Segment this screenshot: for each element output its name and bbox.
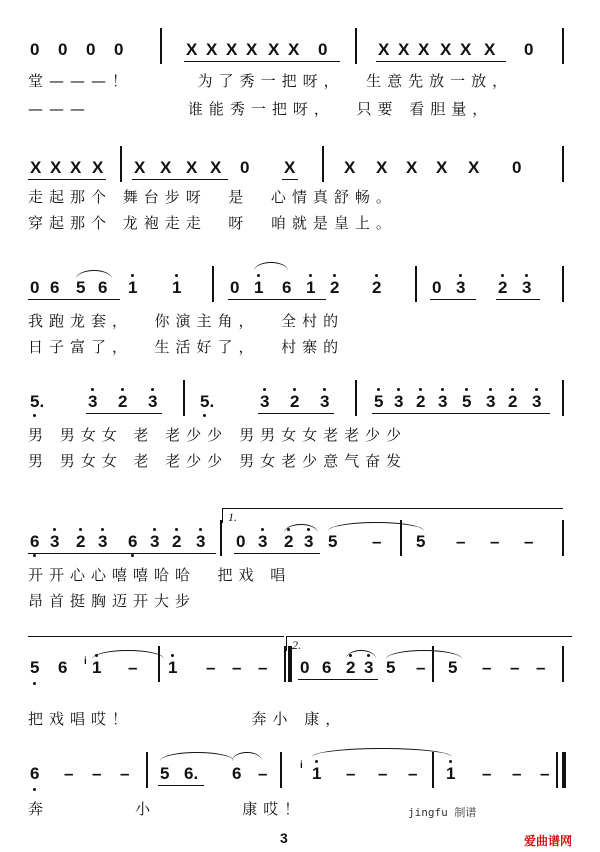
note: 3 xyxy=(258,532,268,551)
octave-dot-high xyxy=(101,528,104,531)
note: 2 xyxy=(290,392,300,411)
note: – xyxy=(258,764,268,783)
lyric-line: 奔 小 康哎！ xyxy=(28,800,306,818)
note: X xyxy=(134,158,146,177)
note: X xyxy=(186,40,198,59)
lyric-line: 开开心心嘻嘻哈哈 把戏 唱 xyxy=(28,566,292,584)
octave-dot-high xyxy=(315,760,318,763)
note: – xyxy=(206,658,216,677)
lyric-line: ——— 谁能秀一把呀， 只要 看胆量， xyxy=(28,100,494,118)
note: 6 xyxy=(128,532,138,551)
note: – xyxy=(482,764,492,783)
note: X xyxy=(344,158,356,177)
note: X xyxy=(92,158,104,177)
note: 3 xyxy=(260,392,270,411)
bar-line xyxy=(562,646,564,682)
note: 5 xyxy=(328,532,338,551)
note: 3 xyxy=(522,278,532,297)
page-number: 3 xyxy=(280,830,288,846)
note: 6 xyxy=(30,764,40,783)
octave-dot-high xyxy=(525,274,528,277)
note: – xyxy=(120,764,130,783)
bar-line xyxy=(562,380,564,416)
note: 5 xyxy=(448,658,458,677)
note: X xyxy=(436,158,448,177)
beam-underline xyxy=(228,299,326,300)
grace-note: i xyxy=(84,656,87,667)
note: 0 xyxy=(432,278,442,297)
octave-dot-low xyxy=(33,554,36,557)
note: 0 xyxy=(30,40,40,59)
note: – xyxy=(64,764,74,783)
note: 2 xyxy=(346,658,356,677)
volta-bracket xyxy=(286,636,563,651)
note: X xyxy=(246,40,258,59)
note: 6 xyxy=(98,278,108,297)
note: X xyxy=(284,158,296,177)
bar-line xyxy=(415,266,417,302)
octave-dot-high xyxy=(175,274,178,277)
note: 3 xyxy=(148,392,158,411)
lyric-line: 男 男女女 老 老少少 男女老少意气奋发 xyxy=(28,452,408,470)
note: – xyxy=(482,658,492,677)
octave-dot-high xyxy=(263,388,266,391)
note: 3 xyxy=(486,392,496,411)
lyric-line: 日子富了， 生活好了， 村寨的 xyxy=(28,338,345,356)
note: 2 xyxy=(508,392,518,411)
slur xyxy=(254,262,288,271)
octave-dot-high xyxy=(333,274,336,277)
octave-dot-high xyxy=(257,274,260,277)
note: 0 xyxy=(300,658,310,677)
beam-underline xyxy=(28,179,106,180)
note: 1 xyxy=(172,278,182,297)
octave-dot-low xyxy=(33,414,36,417)
slur xyxy=(76,270,112,279)
octave-dot-high xyxy=(91,388,94,391)
slur xyxy=(160,752,234,761)
note: X xyxy=(468,158,480,177)
beam-underline xyxy=(86,413,162,414)
octave-dot-high xyxy=(323,388,326,391)
note: X xyxy=(186,158,198,177)
bar-line xyxy=(284,646,286,682)
note: 5 xyxy=(160,764,170,783)
note: 1 xyxy=(306,278,316,297)
bar-line xyxy=(120,146,122,182)
note: X xyxy=(398,40,410,59)
lyric-line: 我跑龙套， 你演主角， 全村的 xyxy=(28,312,345,330)
note: 3 xyxy=(364,658,374,677)
octave-dot-high xyxy=(131,274,134,277)
note: 0 xyxy=(524,40,534,59)
bar-line xyxy=(322,146,324,182)
transcriber-credit: jingfu 制谱 xyxy=(408,806,477,819)
note: X xyxy=(460,40,472,59)
note: 0 xyxy=(240,158,250,177)
note: X xyxy=(160,158,172,177)
note: 1 xyxy=(92,658,102,677)
note: 2 xyxy=(330,278,340,297)
beam-underline xyxy=(158,785,204,786)
slur xyxy=(284,524,318,533)
lyric-line: 穿起那个 龙袍走走 呀 咱就是皇上。 xyxy=(28,214,397,232)
note: 3 xyxy=(320,392,330,411)
note: – xyxy=(536,658,546,677)
octave-dot-high xyxy=(501,274,504,277)
beam-underline xyxy=(28,553,216,554)
note: 6 xyxy=(30,532,40,551)
note: 3 xyxy=(456,278,466,297)
note: 0 xyxy=(236,532,246,551)
octave-dot-high xyxy=(153,528,156,531)
note: 3 xyxy=(150,532,160,551)
note: X xyxy=(418,40,430,59)
note: X xyxy=(70,158,82,177)
note: 6 xyxy=(282,278,292,297)
note: 5. xyxy=(200,392,215,411)
note: 3 xyxy=(88,392,98,411)
octave-dot-high xyxy=(449,760,452,763)
bar-line xyxy=(160,28,162,64)
bar-line xyxy=(212,266,214,302)
note: – xyxy=(232,658,242,677)
octave-dot-high xyxy=(397,388,400,391)
note: 1 xyxy=(312,764,322,783)
note: X xyxy=(226,40,238,59)
note: 1 xyxy=(168,658,178,677)
slur xyxy=(386,650,462,659)
note: 0 xyxy=(318,40,328,59)
bar-line xyxy=(562,266,564,302)
note: 3 xyxy=(304,532,314,551)
bar-line xyxy=(562,520,564,556)
beam-underline xyxy=(298,679,378,680)
slur xyxy=(232,752,262,761)
note: 6 xyxy=(322,658,332,677)
octave-dot-high xyxy=(419,388,422,391)
note: – xyxy=(490,532,500,551)
note: 0 xyxy=(230,278,240,297)
repeat-bar-line xyxy=(562,752,566,788)
note: 2 xyxy=(498,278,508,297)
note: – xyxy=(378,764,388,783)
note: 3 xyxy=(50,532,60,551)
note: 5 xyxy=(374,392,384,411)
volta-label: 2. xyxy=(292,638,301,652)
staff-rule xyxy=(556,636,572,637)
lyric-line: 昂首挺胸迈开大步 xyxy=(28,592,197,610)
octave-dot-high xyxy=(293,388,296,391)
octave-dot-high xyxy=(309,274,312,277)
note: X xyxy=(50,158,62,177)
lyric-line: 堂———！ 为了秀一把呀， 生意先放一放， xyxy=(28,72,514,90)
note: X xyxy=(406,158,418,177)
octave-dot-low xyxy=(33,682,36,685)
bar-line xyxy=(432,752,434,788)
octave-dot-high xyxy=(121,388,124,391)
note: – xyxy=(510,658,520,677)
bar-line xyxy=(562,28,564,64)
note: 5. xyxy=(30,392,45,411)
octave-dot-high xyxy=(199,528,202,531)
grace-note: i xyxy=(300,760,303,771)
bar-line xyxy=(556,752,558,788)
note: 2 xyxy=(118,392,128,411)
note: 2 xyxy=(372,278,382,297)
bar-line xyxy=(183,380,185,416)
note: 5 xyxy=(30,658,40,677)
octave-dot-high xyxy=(151,388,154,391)
note: 0 xyxy=(86,40,96,59)
beam-underline xyxy=(496,299,540,300)
octave-dot-high xyxy=(465,388,468,391)
beam-underline xyxy=(234,553,320,554)
note: X xyxy=(484,40,496,59)
octave-dot-high xyxy=(175,528,178,531)
octave-dot-high xyxy=(261,528,264,531)
note: 3 xyxy=(394,392,404,411)
note: 2 xyxy=(76,532,86,551)
volta-label: 1. xyxy=(228,510,237,524)
note: 0 xyxy=(30,278,40,297)
octave-dot-high xyxy=(377,388,380,391)
note: 5 xyxy=(416,532,426,551)
beam-underline xyxy=(372,413,550,414)
octave-dot-high xyxy=(53,528,56,531)
bar-line xyxy=(158,646,160,682)
bar-line xyxy=(220,520,222,556)
note: – xyxy=(128,658,138,677)
note: 3 xyxy=(532,392,542,411)
beam-underline xyxy=(376,61,506,62)
note: 0 xyxy=(58,40,68,59)
octave-dot-high xyxy=(441,388,444,391)
note: – xyxy=(372,532,382,551)
note: 2 xyxy=(172,532,182,551)
volta-bracket xyxy=(222,508,563,523)
note: X xyxy=(30,158,42,177)
note: X xyxy=(376,158,388,177)
note: 2 xyxy=(284,532,294,551)
note: 3 xyxy=(438,392,448,411)
beam-underline xyxy=(282,179,298,180)
note: X xyxy=(288,40,300,59)
slur xyxy=(92,650,164,659)
lyric-line: 走起那个 舞台步呀 是 心情真舒畅。 xyxy=(28,188,397,206)
octave-dot-low xyxy=(203,414,206,417)
slur xyxy=(346,650,376,659)
staff-rule xyxy=(28,636,284,637)
note: X xyxy=(268,40,280,59)
note: 1 xyxy=(128,278,138,297)
note: X xyxy=(210,158,222,177)
note: 2 xyxy=(416,392,426,411)
octave-dot-high xyxy=(535,388,538,391)
octave-dot-high xyxy=(511,388,514,391)
bar-line xyxy=(355,380,357,416)
note: 0 xyxy=(114,40,124,59)
note: 3 xyxy=(196,532,206,551)
beam-underline xyxy=(28,299,120,300)
bar-line xyxy=(562,146,564,182)
beam-underline xyxy=(430,299,476,300)
octave-dot-high xyxy=(459,274,462,277)
note: 6 xyxy=(232,764,242,783)
beam-underline xyxy=(132,179,228,180)
note: – xyxy=(540,764,550,783)
note: 5 xyxy=(76,278,86,297)
note: 0 xyxy=(512,158,522,177)
note: – xyxy=(92,764,102,783)
note: – xyxy=(512,764,522,783)
note: 5 xyxy=(386,658,396,677)
note: – xyxy=(524,532,534,551)
octave-dot-high xyxy=(375,274,378,277)
bar-line xyxy=(280,752,282,788)
bar-line xyxy=(355,28,357,64)
lyric-line: 把戏唱哎！ 奔小 康， xyxy=(28,710,347,728)
octave-dot-high xyxy=(489,388,492,391)
octave-dot-low xyxy=(33,788,36,791)
note: 3 xyxy=(98,532,108,551)
site-logo: 爱曲谱网 xyxy=(524,834,573,848)
slur xyxy=(328,522,424,531)
note: – xyxy=(408,764,418,783)
note: – xyxy=(416,658,426,677)
note: 6 xyxy=(58,658,68,677)
note: 1 xyxy=(254,278,264,297)
octave-dot-high xyxy=(79,528,82,531)
note: 1 xyxy=(446,764,456,783)
beam-underline xyxy=(258,413,334,414)
note: X xyxy=(440,40,452,59)
note: 6. xyxy=(184,764,199,783)
note: – xyxy=(456,532,466,551)
note: X xyxy=(378,40,390,59)
beam-underline xyxy=(184,61,340,62)
note: X xyxy=(206,40,218,59)
octave-dot-low xyxy=(131,554,134,557)
bar-line xyxy=(146,752,148,788)
note: 6 xyxy=(50,278,60,297)
slur xyxy=(312,748,452,757)
lyric-line: 男 男女女 老 老少少 男男女女老老少少 xyxy=(28,426,408,444)
octave-dot-high xyxy=(171,654,174,657)
note: – xyxy=(258,658,268,677)
note: – xyxy=(346,764,356,783)
note: 5 xyxy=(462,392,472,411)
